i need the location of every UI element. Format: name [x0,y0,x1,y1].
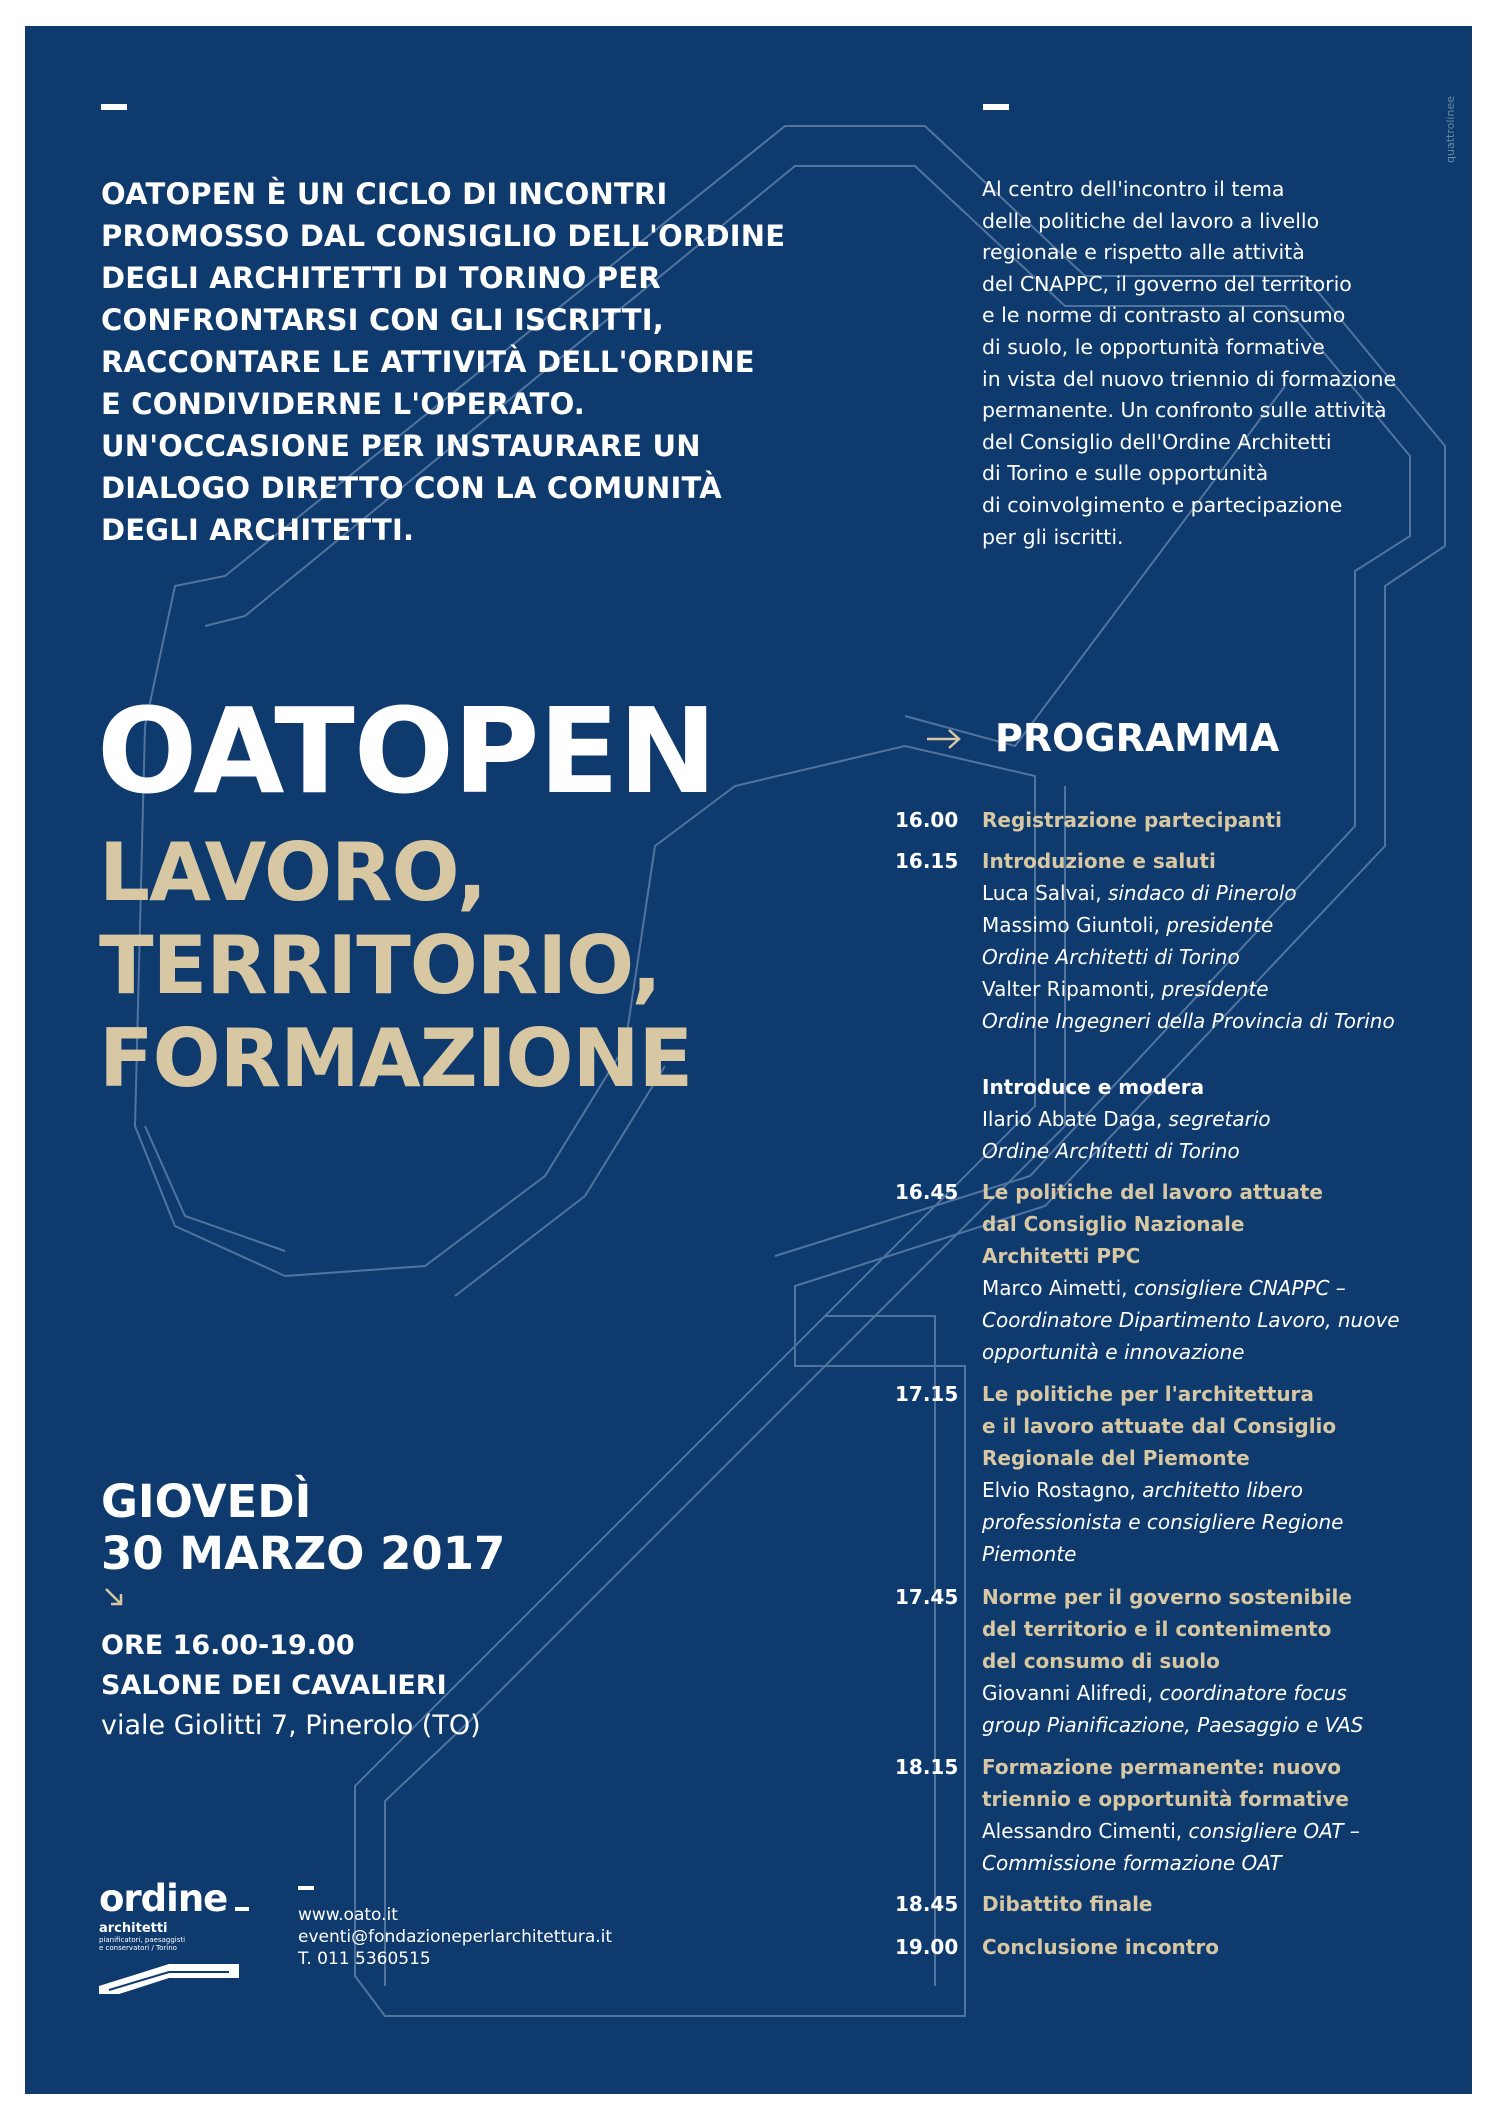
speaker-name: Massimo Giuntoli, [982,913,1167,937]
intro-line: UN'OCCASIONE PER INSTAURARE UN [101,429,701,463]
speaker-name: Marco Aimetti, [982,1276,1134,1300]
intro-line: DEGLI ARCHITETTI. [101,513,415,547]
left-dash [101,104,127,110]
speaker-name: Elvio Rostagno, [982,1478,1143,1502]
speaker-role: segretario [1168,1107,1271,1131]
logo-wordmark [99,1879,259,1919]
description-line: Al centro dell'incontro il tema [982,177,1285,201]
programma-heading [925,716,1279,760]
intro-line: CONFRONTARSI CON GLI ISCRITTI, [101,303,664,337]
speaker-line [982,1336,1442,1368]
item-title: Formazione permanente: nuovo triennio e opportunità formative [982,1755,1349,1811]
speaker-name: Alessandro Cimenti, [982,1819,1189,1843]
speaker-line [982,1135,1442,1167]
programma-label: PROGRAMMA [995,716,1280,760]
speaker-line [982,1304,1442,1336]
item-time: 19.00 [895,1935,959,1959]
venue-name: SALONE DEI CAVALIERI [101,1670,447,1701]
description-line: del Consiglio dell'Ordine Architetti [982,429,1332,454]
logo-small-line: pianificatori, paesaggisti [99,1936,186,1944]
intro-line: DEGLI ARCHITETTI DI TORINO PER [101,261,661,295]
intro-line: DIALOGO DIRETTO CON LA COMUNITÀ [101,471,722,505]
speaker-line [982,1677,1442,1709]
subtitle-line: FORMAZIONE [99,1012,693,1105]
item-time: 17.15 [895,1382,959,1406]
description-line: di coinvolgimento e partecipazione [982,492,1343,517]
speaker-line [982,941,1442,973]
main-title: OATOPEN [97,682,716,820]
item-title: Dibattito finale [982,1892,1153,1916]
speaker-role: consigliere CNAPPC – [1133,1276,1346,1300]
speaker-role: coordinatore focus [1159,1681,1347,1705]
speaker-role: presidente [1166,913,1274,937]
item-time: 16.15 [895,849,959,873]
ordine-logo [99,1879,259,1998]
speaker-role: Commissione formazione OAT [982,1851,1282,1875]
item-title: Introduce e modera [982,1075,1205,1099]
speaker-name: Giovanni Alifredi, [982,1681,1160,1705]
speaker-line [982,1815,1442,1847]
logo-small-line: e conservatori / Torino [99,1944,177,1952]
speaker-line [982,1103,1442,1135]
email-link[interactable]: eventi@fondazioneperlarchitettura.it [298,1927,613,1947]
item-time: 16.00 [895,808,959,832]
venue-address: viale Giolitti 7, Pinerolo (TO) [101,1710,481,1741]
subtitle [99,826,692,1105]
right-dash [983,104,1009,110]
item-time: 18.15 [895,1755,959,1779]
intro-line: PROMOSSO DAL CONSIGLIO DELL'ORDINE [101,219,786,253]
item-time: 18.45 [895,1892,959,1916]
phone-number: T. 011 5360515 [298,1949,431,1969]
event-time: ORE 16.00-19.00 [101,1630,355,1661]
subtitle-line: LAVORO, [99,826,487,919]
speaker-role: group Pianificazione, Paesaggio e VAS [982,1713,1364,1737]
speaker-role: consigliere OAT – [1188,1819,1360,1843]
description-line: per gli iscritti. [982,524,1124,549]
item-title: Registrazione partecipanti [982,808,1282,832]
description-line: regionale e rispetto alle attività [982,240,1305,265]
description-line: di Torino e sulle opportunità [982,461,1269,486]
description-line: del CNAPPC, il governo del territorio [982,271,1352,296]
website-link[interactable]: www.oato.it [298,1905,398,1925]
contacts-dash [298,1886,314,1890]
speaker-line [982,1474,1442,1506]
speaker-line [982,909,1442,941]
contacts [298,1904,612,1970]
speaker-role: professionista e consigliere Regione [982,1510,1344,1534]
speaker-role: architetto libero [1142,1478,1303,1502]
arrow-right-icon [925,727,965,751]
description-text [982,174,1412,553]
intro-text [101,173,786,551]
venue-info [101,1626,481,1746]
speaker-line [982,877,1442,909]
description-line: in vista del nuovo triennio di formazione [982,366,1397,391]
speaker-line [982,1272,1442,1304]
item-title: Norme per il governo sostenibile del territorio e il contenimento del consumo di suolo [982,1585,1352,1673]
item-time: 16.45 [895,1180,959,1204]
speaker-role: Ordine Ingegneri della Provincia di Torino [982,1009,1395,1033]
date-weekday: GIOVEDÌ [101,1475,312,1528]
item-title: Le politiche del lavoro attuate dal Consiglio Nazionale Architetti PPC [982,1180,1323,1268]
description-line: di suolo, le opportunità formative [982,334,1325,359]
subtitle-line: TERRITORIO, [99,919,661,1012]
logo-word: ordine [99,1877,228,1920]
speaker-role: sindaco di Pinerolo [1107,881,1297,905]
arrow-down-right-icon [103,1586,125,1608]
designer-credit: quattrolinee [1444,96,1457,163]
item-title: Introduzione e saluti [982,849,1216,873]
intro-line: E CONDIVIDERNE L'OPERATO. [101,387,586,421]
speaker-name: Valter Ripamonti, [982,977,1162,1001]
item-title: Le politiche per l'architettura e il lavoro attuate dal Consiglio Regionale del Piemonte [982,1382,1337,1470]
poster [25,26,1472,2094]
speaker-name: Luca Salvai, [982,881,1108,905]
description-line: permanente. Un confronto sulle attività [982,398,1387,423]
speaker-role: Ordine Architetti di Torino [982,945,1240,969]
speaker-name: Ilario Abate Daga, [982,1107,1169,1131]
speaker-role: opportunità e innovazione [982,1340,1245,1364]
speaker-line [982,1847,1442,1879]
intro-line: RACCONTARE LE ATTIVITÀ DELL'ORDINE [101,345,755,379]
item-time: 17.45 [895,1585,959,1609]
speaker-line [982,1538,1442,1570]
description-line: delle politiche del lavoro a livello [982,208,1320,233]
speaker-role: Ordine Architetti di Torino [982,1139,1240,1163]
speaker-role: presidente [1161,977,1269,1001]
speaker-line [982,973,1442,1005]
description-line: e le norme di contrasto al consumo [982,303,1346,328]
speaker-line [982,1709,1442,1741]
logo-mark-icon [99,1958,239,1994]
date-day: 30 MARZO 2017 [101,1527,506,1580]
speaker-line [982,1506,1442,1538]
speaker-role: Coordinatore Dipartimento Lavoro, nuove [982,1308,1400,1332]
speaker-role: Piemonte [982,1542,1077,1566]
item-title: Conclusione incontro [982,1935,1219,1959]
logo-subtitle: architetti [99,1921,168,1936]
speaker-line [982,1005,1442,1037]
intro-line: OATOPEN È UN CICLO DI INCONTRI [101,177,668,211]
event-date [101,1476,505,1580]
